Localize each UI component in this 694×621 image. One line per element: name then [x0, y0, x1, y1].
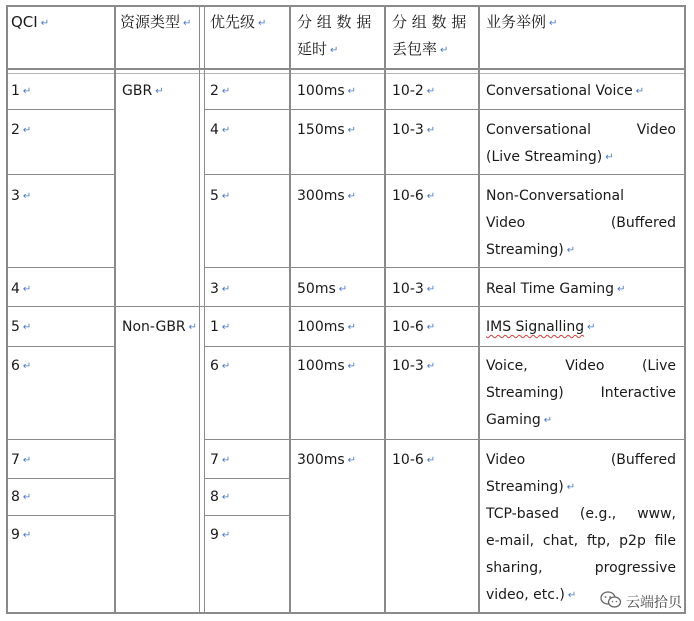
- loss-cell: 10-3 ↵: [392, 358, 436, 374]
- header-divider: [6, 68, 686, 70]
- row-divider: [204, 439, 686, 440]
- example-cell: Conversational Video (Live Streaming) ↵: [486, 122, 676, 165]
- row-divider: [204, 515, 290, 516]
- qci-cell: 5 ↵: [11, 319, 32, 335]
- row-divider: [6, 267, 116, 268]
- priority-cell: 5 ↵: [210, 188, 231, 204]
- delay-cell: 100ms ↵: [297, 319, 357, 335]
- example-cell: Voice, Video (Live Streaming) Interactive Gaming ↵: [486, 358, 676, 428]
- delay-cell-merged: 300ms ↵: [297, 452, 357, 468]
- priority-cell: 6 ↵: [210, 358, 231, 374]
- delay-cell: 100ms ↵: [297, 83, 357, 99]
- delay-cell: 150ms ↵: [297, 122, 357, 138]
- col-border: [199, 5, 200, 614]
- qci-cell: 7 ↵: [11, 452, 32, 468]
- row-divider: [204, 478, 290, 479]
- row-divider: [6, 306, 686, 307]
- priority-cell: 3 ↵: [210, 281, 231, 297]
- row-divider: [204, 174, 686, 175]
- priority-cell: 2 ↵: [210, 83, 231, 99]
- priority-cell: 9 ↵: [210, 527, 231, 543]
- row-divider: [6, 478, 116, 479]
- priority-cell: 1 ↵: [210, 319, 231, 335]
- resource-type-gbr: GBR ↵: [122, 83, 164, 99]
- row-divider: [6, 439, 116, 440]
- qci-cell: 8 ↵: [11, 489, 32, 505]
- table-border-top: [6, 5, 686, 7]
- row-divider: [6, 174, 116, 175]
- row-divider: [6, 346, 116, 347]
- watermark-text: 云端拾贝: [626, 595, 682, 611]
- example-cell: Non-Conversational Video (Buffered Streaming) ↵: [486, 188, 676, 258]
- example-cell: Conversational Voice ↵: [486, 83, 645, 99]
- table-border-bottom: [6, 612, 686, 614]
- row-divider: [204, 346, 686, 347]
- qci-cell: 1 ↵: [11, 83, 32, 99]
- delay-cell: 300ms ↵: [297, 188, 357, 204]
- col-border: [478, 5, 480, 614]
- qci-cell: 2 ↵: [11, 122, 32, 138]
- qci-cell: 3 ↵: [11, 188, 32, 204]
- resource-type-non-gbr: Non-GBR ↵: [122, 319, 198, 335]
- example-cell: IMS Signalling ↵: [486, 319, 596, 335]
- row-divider: [204, 109, 686, 110]
- header-resource-type: 资源类型 ↵: [120, 13, 192, 31]
- delay-cell: 100ms ↵: [297, 358, 357, 374]
- qci-cell: 4 ↵: [11, 281, 32, 297]
- wechat-icon: [600, 591, 626, 613]
- col-border: [289, 5, 291, 614]
- loss-cell: 10-2 ↵: [392, 83, 436, 99]
- priority-cell: 8 ↵: [210, 489, 231, 505]
- col-border: [204, 5, 205, 614]
- example-cell-merged: Video (Buffered Streaming) ↵ TCP-based (e.g., www, e-mail, chat, ftp, p2p file sharing, progressive video, etc.) ↵: [486, 452, 676, 603]
- example-cell: Real Time Gaming ↵: [486, 281, 626, 297]
- loss-cell: 10-3 ↵: [392, 122, 436, 138]
- row-divider: [204, 267, 686, 268]
- col-border: [6, 5, 8, 614]
- qci-cell: 9 ↵: [11, 527, 32, 543]
- qci-cell: 6 ↵: [11, 358, 32, 374]
- loss-cell-merged: 10-6 ↵: [392, 452, 436, 468]
- row-divider: [6, 109, 116, 110]
- header-example: 业务举例 ↵: [486, 13, 558, 31]
- priority-cell: 7 ↵: [210, 452, 231, 468]
- header-priority: 优先级 ↵: [210, 13, 267, 31]
- priority-cell: 4 ↵: [210, 122, 231, 138]
- header-delay: 分 组 数 据 延时 ↵: [297, 13, 372, 58]
- watermark: [600, 591, 682, 613]
- header-qci: QCI ↵: [11, 13, 50, 31]
- header-loss: 分 组 数 据 丢包率 ↵: [392, 13, 467, 58]
- loss-cell: 10-3 ↵: [392, 281, 436, 297]
- loss-cell: 10-6 ↵: [392, 188, 436, 204]
- row-divider: [6, 515, 116, 516]
- row-divider: [6, 73, 686, 74]
- loss-cell: 10-6 ↵: [392, 319, 436, 335]
- delay-cell: 50ms ↵: [297, 281, 348, 297]
- table-border-right: [684, 5, 686, 614]
- col-border: [114, 5, 116, 614]
- col-border: [384, 5, 386, 614]
